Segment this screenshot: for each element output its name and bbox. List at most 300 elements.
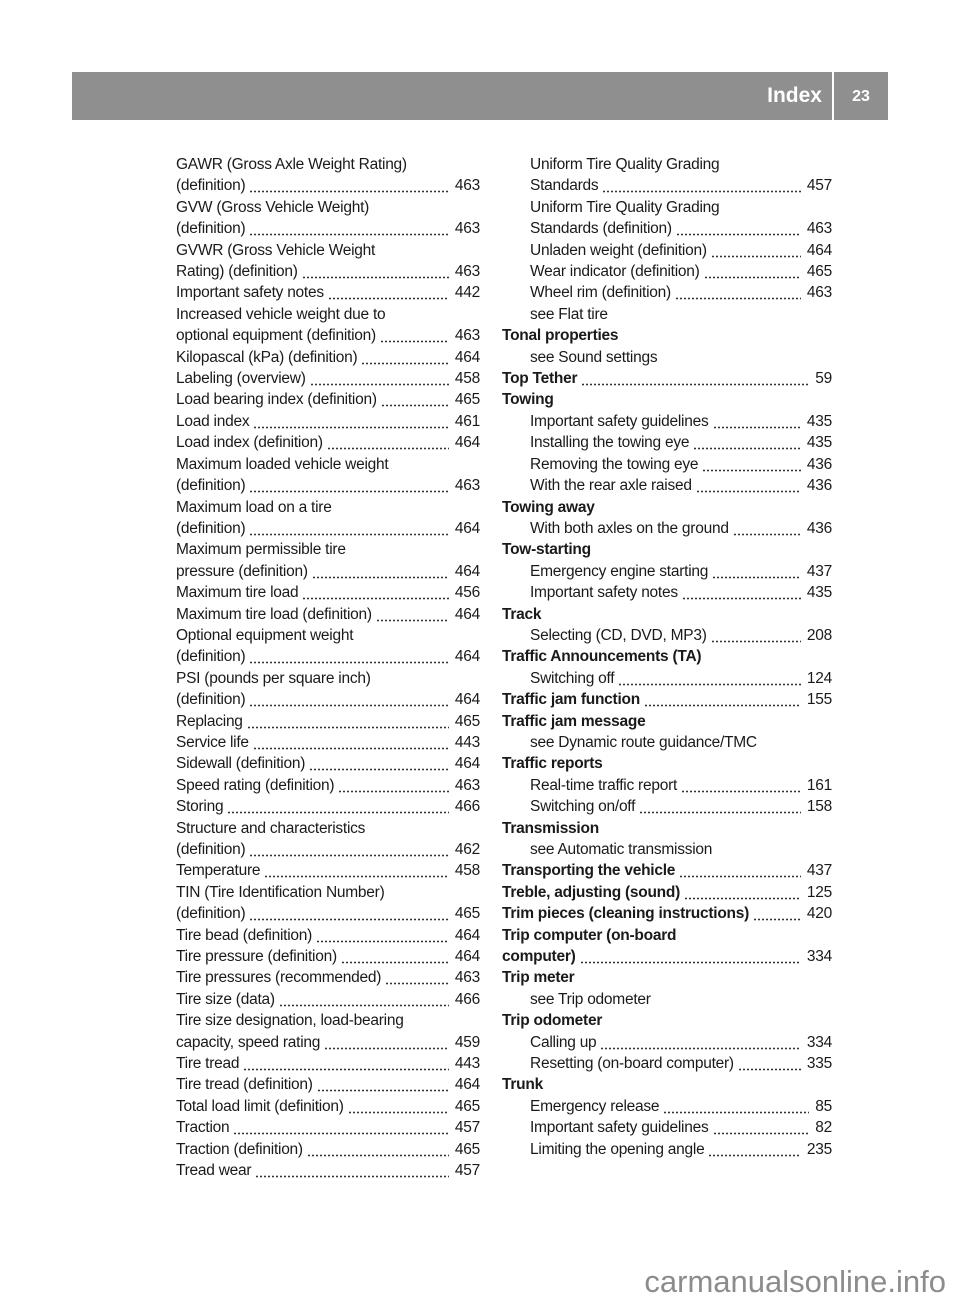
page-reference: 443 — [454, 733, 480, 751]
entry-text: Transmission — [502, 819, 599, 837]
dot-leader — [327, 432, 449, 453]
dot-leader — [249, 218, 449, 239]
page-reference: 464 — [454, 691, 480, 709]
index-heading — [502, 818, 832, 839]
index-heading — [502, 860, 832, 881]
index-entry — [502, 839, 832, 860]
dot-leader — [227, 796, 449, 817]
entry-text: Switching off — [530, 669, 615, 687]
index-entry — [176, 668, 480, 689]
index-entry — [176, 946, 480, 967]
entry-text: see Automatic transmission — [530, 841, 713, 858]
index-entry — [502, 175, 832, 196]
entry-text: Limiting the opening angle — [530, 1140, 705, 1158]
page-reference: 334 — [806, 1033, 832, 1051]
index-column-right — [502, 154, 832, 1160]
index-entry — [176, 282, 480, 303]
dot-leader — [376, 604, 449, 625]
page-reference: 235 — [806, 1140, 832, 1158]
index-entry — [502, 775, 832, 796]
index-heading — [502, 389, 832, 410]
entry-text: optional equipment (definition) — [176, 327, 376, 345]
index-entry — [176, 1074, 480, 1095]
index-entry — [176, 197, 480, 218]
page-reference: 335 — [806, 1055, 832, 1073]
page-reference: 466 — [454, 798, 480, 816]
index-heading — [502, 753, 832, 774]
page-reference: 456 — [454, 584, 480, 602]
dot-leader — [753, 903, 801, 924]
index-entry — [176, 475, 480, 496]
dot-leader — [580, 946, 801, 967]
page-reference: 464 — [454, 926, 480, 944]
page-reference: 462 — [454, 841, 480, 858]
index-heading — [502, 539, 832, 560]
page-reference: 463 — [454, 327, 480, 345]
page-reference: 464 — [454, 648, 480, 666]
dot-leader — [602, 175, 800, 196]
entry-text: TIN (Tire Identification Number) — [176, 883, 385, 901]
entry-text: (definition) — [176, 220, 246, 238]
entry-text: Load index — [176, 412, 250, 430]
entry-text: Tire pressures (recommended) — [176, 969, 382, 987]
entry-text: Maximum tire load (definition) — [176, 605, 372, 623]
entry-text: Important safety guidelines — [530, 412, 709, 430]
entry-text: (definition) — [176, 841, 246, 858]
dot-leader — [704, 261, 801, 282]
entry-text: Maximum tire load — [176, 584, 299, 602]
entry-text: Tire size designation, load-bearing — [176, 1012, 404, 1030]
entry-text: Traction (definition) — [176, 1140, 303, 1158]
page-reference: 464 — [454, 605, 480, 623]
entry-text: Tire size (data) — [176, 990, 275, 1008]
page-reference: 435 — [806, 434, 832, 452]
entry-text: see Sound settings — [530, 348, 658, 366]
entry-text: Tire bead (definition) — [176, 926, 313, 944]
index-entry — [176, 625, 480, 646]
index-heading — [502, 882, 832, 903]
entry-text: Traffic jam message — [502, 712, 646, 730]
index-entry — [502, 1139, 832, 1160]
entry-text: Uniform Tire Quality Grading — [530, 156, 720, 173]
page-reference: 435 — [806, 584, 832, 602]
index-entry — [502, 625, 832, 646]
dot-leader — [249, 903, 449, 924]
dot-leader — [644, 689, 801, 710]
index-entry — [176, 218, 480, 239]
index-entry — [502, 561, 832, 582]
index-entry — [176, 689, 480, 710]
index-entry — [502, 475, 832, 496]
entry-text: Traction — [176, 1119, 230, 1137]
dot-leader — [249, 518, 449, 539]
index-entry — [176, 368, 480, 389]
entry-text: Increased vehicle weight due to — [176, 305, 386, 323]
page-reference: 464 — [454, 948, 480, 966]
entry-text: see Dynamic route guidance/TMC — [530, 733, 757, 751]
page-reference: 464 — [454, 434, 480, 452]
entry-text: Standards — [530, 177, 599, 195]
entry-text: Trunk — [502, 1076, 543, 1094]
entry-text: pressure (definition) — [176, 562, 308, 580]
entry-text: (definition) — [176, 177, 246, 195]
page-reference: 464 — [454, 755, 480, 773]
index-entry — [502, 989, 832, 1010]
header-bar — [72, 72, 832, 120]
index-entry — [502, 411, 832, 432]
index-entry — [502, 282, 832, 303]
index-entry — [176, 1096, 480, 1117]
page-reference: 155 — [806, 691, 832, 709]
index-entry — [176, 989, 480, 1010]
page-reference: 59 — [815, 370, 832, 388]
index-heading — [502, 689, 832, 710]
entry-text: Treble, adjusting (sound) — [502, 883, 681, 901]
index-entry — [176, 497, 480, 518]
index-entry — [502, 1117, 832, 1138]
dot-leader — [711, 240, 801, 261]
index-entry — [176, 711, 480, 732]
entry-text: Removing the towing eye — [530, 455, 699, 473]
dot-leader — [249, 175, 449, 196]
page-reference: 465 — [454, 905, 480, 923]
dot-leader — [733, 518, 801, 539]
page-reference: 463 — [454, 263, 480, 281]
page-number-box — [834, 72, 888, 120]
entry-text: (definition) — [176, 691, 246, 709]
entry-text: Maximum permissible tire — [176, 541, 346, 559]
page-reference: 457 — [806, 177, 832, 195]
page-reference: 158 — [806, 798, 832, 816]
index-entry — [176, 325, 480, 346]
index-entry — [502, 240, 832, 261]
dot-leader — [675, 282, 801, 303]
index-entry — [176, 582, 480, 603]
index-entry — [176, 561, 480, 582]
page-reference: 82 — [815, 1119, 832, 1137]
index-entry — [176, 604, 480, 625]
index-entry — [176, 1160, 480, 1181]
index-entry — [176, 1010, 480, 1031]
entry-text: (definition) — [176, 477, 246, 495]
entry-text: Real-time traffic report — [530, 776, 678, 794]
entry-text: Maximum load on a tire — [176, 498, 332, 516]
index-entry — [176, 454, 480, 475]
dot-leader — [316, 925, 449, 946]
index-entry — [176, 903, 480, 924]
index-entry — [176, 818, 480, 839]
entry-text: PSI (pounds per square inch) — [176, 669, 371, 687]
index-entry — [176, 796, 480, 817]
dot-leader — [279, 989, 449, 1010]
entry-text: see Flat tire — [530, 305, 608, 323]
entry-text: Tire pressure (definition) — [176, 948, 337, 966]
entry-text: Calling up — [530, 1033, 597, 1051]
index-entry — [176, 389, 480, 410]
dot-leader — [255, 1160, 449, 1181]
dot-leader — [348, 1096, 449, 1117]
index-heading — [502, 967, 832, 988]
index-column-left — [176, 154, 480, 1182]
entry-text: Labeling (overview) — [176, 370, 306, 388]
index-entry — [176, 839, 480, 860]
index-entry — [502, 197, 832, 218]
index-entry — [176, 154, 480, 175]
dot-leader — [713, 411, 801, 432]
dot-leader — [702, 454, 801, 475]
page-reference: 464 — [806, 241, 832, 259]
index-entry — [502, 668, 832, 689]
dot-leader — [253, 411, 449, 432]
index-entry — [502, 518, 832, 539]
index-entry — [502, 1032, 832, 1053]
page-reference: 463 — [806, 220, 832, 238]
entry-text: Wear indicator (definition) — [530, 263, 700, 281]
dot-leader — [713, 1117, 810, 1138]
entry-text: Kilopascal (kPa) (definition) — [176, 348, 358, 366]
entry-text: GVWR (Gross Vehicle Weight — [176, 241, 376, 259]
dot-leader — [338, 775, 449, 796]
index-heading — [502, 903, 832, 924]
dot-leader — [249, 839, 449, 860]
page-reference: 85 — [815, 1097, 832, 1115]
dot-leader — [385, 967, 449, 988]
dot-leader — [684, 882, 801, 903]
dot-leader — [663, 1096, 809, 1117]
index-entry — [176, 1117, 480, 1138]
index-heading — [502, 1010, 832, 1031]
entry-text: Top Tether — [502, 370, 578, 388]
entry-text: Speed rating (definition) — [176, 776, 335, 794]
index-entry — [502, 1053, 832, 1074]
dot-leader — [317, 1074, 449, 1095]
index-entry — [502, 304, 832, 325]
entry-text: Tire tread — [176, 1055, 240, 1073]
index-entry — [176, 432, 480, 453]
page-reference: 459 — [454, 1033, 480, 1051]
entry-text: Rating) (definition) — [176, 263, 298, 281]
entry-text: Installing the towing eye — [530, 434, 690, 452]
entry-text: Structure and characteristics — [176, 819, 366, 837]
dot-leader — [712, 561, 801, 582]
dot-leader — [696, 475, 801, 496]
dot-leader — [600, 1032, 800, 1053]
page-reference: 435 — [806, 412, 832, 430]
entry-text: capacity, speed rating — [176, 1033, 321, 1051]
index-heading — [502, 925, 832, 946]
page-reference: 125 — [806, 883, 832, 901]
dot-leader — [233, 1117, 448, 1138]
index-entry — [176, 1053, 480, 1074]
page-reference: 420 — [806, 905, 832, 923]
entry-text: (definition) — [176, 519, 246, 537]
entry-text: Resetting (on-board computer) — [530, 1055, 734, 1073]
dot-leader — [328, 282, 449, 303]
dot-leader — [249, 475, 449, 496]
index-entry — [176, 925, 480, 946]
page-reference: 463 — [454, 220, 480, 238]
entry-text: Traffic jam function — [502, 691, 640, 709]
entry-text: Important safety guidelines — [530, 1119, 709, 1137]
index-entry — [176, 753, 480, 774]
dot-leader — [253, 732, 449, 753]
page-reference: 464 — [454, 1076, 480, 1094]
index-entry — [502, 732, 832, 753]
page-reference: 463 — [454, 177, 480, 195]
index-entry — [176, 304, 480, 325]
index-entry — [502, 218, 832, 239]
index-entry — [176, 967, 480, 988]
dot-leader — [708, 1139, 800, 1160]
page-reference: 464 — [454, 348, 480, 366]
entry-text: see Trip odometer — [530, 990, 651, 1008]
dot-leader — [676, 218, 801, 239]
entry-text: Trip meter — [502, 969, 575, 987]
page-reference: 461 — [454, 412, 480, 430]
dot-leader — [618, 668, 801, 689]
entry-text: Load bearing index (definition) — [176, 391, 377, 409]
index-entry — [502, 261, 832, 282]
page-reference: 465 — [454, 1140, 480, 1158]
dot-leader — [381, 389, 449, 410]
entry-text: Traffic Announcements (TA) — [502, 648, 702, 666]
dot-leader — [247, 711, 449, 732]
index-heading — [502, 368, 832, 389]
index-entry — [502, 154, 832, 175]
page-reference: 442 — [454, 284, 480, 302]
page-reference: 458 — [454, 862, 480, 880]
index-entry — [176, 732, 480, 753]
index-entry — [176, 347, 480, 368]
entry-text: GVW (Gross Vehicle Weight) — [176, 198, 370, 216]
page-reference: 466 — [454, 990, 480, 1008]
dot-leader — [738, 1053, 801, 1074]
entry-text: Important safety notes — [176, 284, 324, 302]
index-entry — [176, 1139, 480, 1160]
dot-leader — [249, 689, 449, 710]
entry-text: Transporting the vehicle — [502, 862, 676, 880]
entry-text: Selecting (CD, DVD, MP3) — [530, 626, 707, 644]
page-reference: 464 — [454, 519, 480, 537]
entry-text: GAWR (Gross Axle Weight Rating) — [176, 156, 407, 173]
index-entry — [502, 347, 832, 368]
dot-leader — [249, 646, 449, 667]
dot-leader — [307, 1139, 449, 1160]
page-reference: 437 — [806, 562, 832, 580]
page-reference: 334 — [806, 948, 832, 966]
index-entry — [176, 261, 480, 282]
index-heading — [502, 646, 832, 667]
index-entry — [176, 882, 480, 903]
dot-leader — [310, 368, 449, 389]
page-reference: 436 — [806, 519, 832, 537]
page-reference: 463 — [454, 477, 480, 495]
dot-leader — [302, 582, 449, 603]
index-entry — [176, 518, 480, 539]
entry-text: Emergency engine starting — [530, 562, 709, 580]
page-reference: 464 — [454, 562, 480, 580]
entry-text: Load index (definition) — [176, 434, 323, 452]
page-reference: 437 — [806, 862, 832, 880]
entry-text: Track — [502, 605, 542, 623]
page-reference: 465 — [454, 712, 480, 730]
entry-text: Important safety notes — [530, 584, 678, 602]
page-reference: 161 — [806, 776, 832, 794]
entry-text: Replacing — [176, 712, 243, 730]
entry-text: With the rear axle raised — [530, 477, 692, 495]
entry-text: Tow-starting — [502, 541, 591, 559]
index-heading — [502, 711, 832, 732]
entry-text: Optional equipment weight — [176, 626, 354, 644]
index-entry — [176, 539, 480, 560]
dot-leader — [380, 325, 449, 346]
entry-text: Standards (definition) — [530, 220, 672, 238]
dot-leader — [581, 368, 809, 389]
page-reference: 465 — [454, 391, 480, 409]
index-heading — [502, 1074, 832, 1095]
entry-text: Trip odometer — [502, 1012, 603, 1030]
page-reference: 436 — [806, 455, 832, 473]
page-reference: 463 — [454, 969, 480, 987]
entry-text: Traffic reports — [502, 755, 603, 773]
index-entry — [176, 775, 480, 796]
dot-leader — [341, 946, 449, 967]
dot-leader — [711, 625, 801, 646]
dot-leader — [312, 561, 449, 582]
dot-leader — [639, 796, 801, 817]
index-entry — [176, 646, 480, 667]
entry-text: With both axles on the ground — [530, 519, 729, 537]
page-reference: 465 — [806, 263, 832, 281]
page-reference: 208 — [806, 626, 832, 644]
entry-text: Emergency release — [530, 1097, 660, 1115]
entry-text: Tonal properties — [502, 327, 619, 345]
page-number: 23 — [852, 88, 870, 105]
entry-text: Towing — [502, 391, 554, 409]
dot-leader — [679, 860, 801, 881]
index-entry — [176, 411, 480, 432]
page-reference: 436 — [806, 477, 832, 495]
entry-text: Tire tread (definition) — [176, 1076, 313, 1094]
entry-text: Sidewall (definition) — [176, 755, 306, 773]
entry-text: (definition) — [176, 905, 246, 923]
entry-text: Wheel rim (definition) — [530, 284, 671, 302]
page-reference: 124 — [806, 669, 832, 687]
page-reference: 443 — [454, 1055, 480, 1073]
index-entry — [176, 1032, 480, 1053]
entry-text: Maximum loaded vehicle weight — [176, 455, 389, 473]
index-heading — [502, 325, 832, 346]
page-reference: 458 — [454, 370, 480, 388]
page-reference: 463 — [454, 776, 480, 794]
index-heading — [502, 604, 832, 625]
entry-text: Storing — [176, 798, 224, 816]
entry-text: Uniform Tire Quality Grading — [530, 198, 720, 216]
entry-text: Trip computer (on-board — [502, 926, 677, 944]
page-reference: 465 — [454, 1097, 480, 1115]
index-heading — [502, 497, 832, 518]
dot-leader — [361, 347, 448, 368]
index-entry — [502, 454, 832, 475]
index-entry — [502, 1096, 832, 1117]
dot-leader — [324, 1032, 449, 1053]
dot-leader — [682, 582, 801, 603]
entry-text: Trim pieces (cleaning instructions) — [502, 905, 750, 923]
entry-text: Switching on/off — [530, 798, 636, 816]
dot-leader — [302, 261, 449, 282]
index-heading — [502, 946, 832, 967]
entry-text: (definition) — [176, 648, 246, 666]
